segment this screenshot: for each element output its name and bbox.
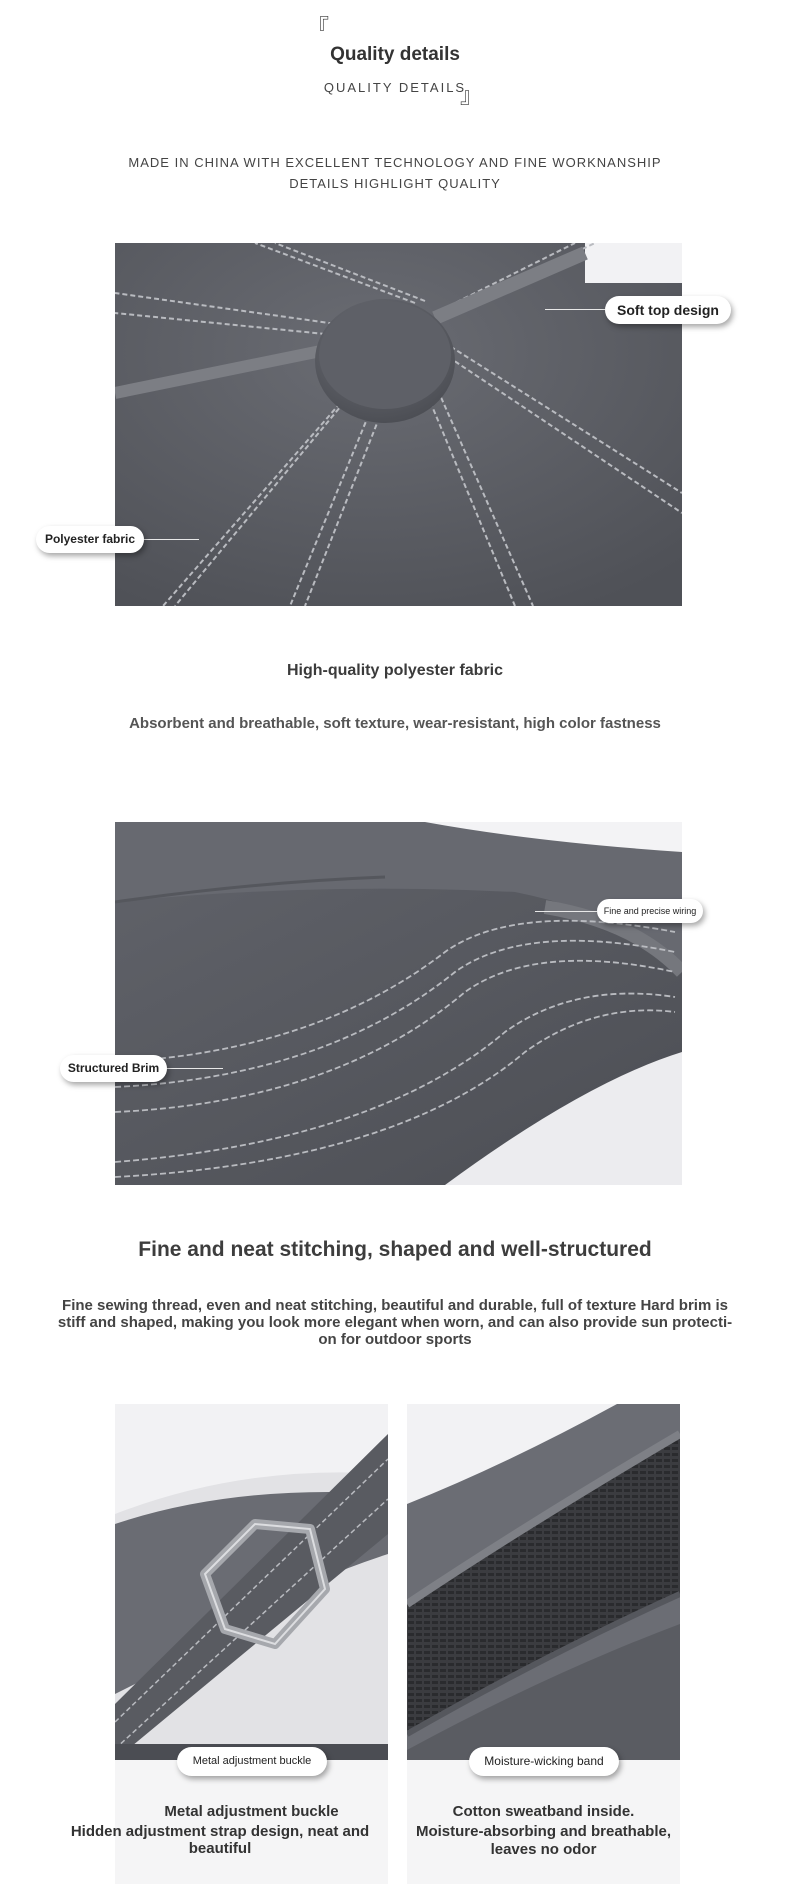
callout-structured-brim: Structured Brim	[60, 1055, 167, 1082]
buckle-illustration	[115, 1404, 388, 1760]
brim-photo	[115, 822, 682, 1185]
label-metal-buckle: Metal adjustment buckle	[177, 1747, 327, 1776]
page-title: Quality details	[330, 44, 460, 65]
section2-para-line-1: Fine sewing thread, even and neat stitching, beautiful and durable, full of texture Hard brim is	[62, 1297, 728, 1314]
buckle-caption-line-2: Hidden adjustment strap design, neat and beautiful	[70, 1823, 370, 1857]
page-subtitle: QUALITY DETAILS	[323, 80, 467, 95]
sweatband-caption-line-1: Cotton sweatband inside.	[452, 1803, 635, 1820]
section2-para-line-2: stiff and shaped, making you look more elegant when worn, and can also provide sun protecti-	[57, 1314, 733, 1331]
label-moisture-band: Moisture-wicking band	[469, 1747, 619, 1776]
bracket-open: 『	[307, 16, 330, 41]
crown-photo	[115, 243, 682, 606]
buckle-photo	[115, 1404, 388, 1760]
section1-heading: High-quality polyester fabric	[286, 662, 504, 679]
leader-polyester	[144, 539, 199, 540]
crown-illustration	[115, 243, 682, 606]
brim-illustration	[115, 822, 682, 1185]
intro-line-2: DETAILS HIGHLIGHT QUALITY	[289, 176, 501, 191]
buckle-caption-line-1: Metal adjustment buckle	[164, 1803, 339, 1820]
section1-description: Absorbent and breathable, soft texture, wear-resistant, high color fastness	[129, 715, 661, 732]
leader-soft-top	[545, 309, 605, 310]
sweatband-caption-line-3: leaves no odor	[490, 1841, 597, 1858]
bracket-close: 』	[460, 84, 483, 109]
sweatband-caption-line-2: Moisture-absorbing and breathable,	[415, 1823, 672, 1840]
section2-para-line-3: on for outdoor sports	[318, 1331, 472, 1348]
callout-fine-wiring: Fine and precise wiring	[597, 899, 703, 923]
callout-soft-top-design: Soft top design	[605, 296, 731, 324]
callout-polyester-fabric: Polyester fabric	[36, 526, 144, 553]
section2-heading: Fine and neat stitching, shaped and well-structured	[138, 1238, 652, 1261]
sweatband-photo	[407, 1404, 680, 1760]
sweatband-illustration	[407, 1404, 680, 1760]
leader-wiring	[535, 911, 597, 912]
leader-structured-brim	[167, 1068, 223, 1069]
intro-line-1: MADE IN CHINA WITH EXCELLENT TECHNOLOGY AND FINE WORKNANSHIP	[128, 155, 662, 170]
